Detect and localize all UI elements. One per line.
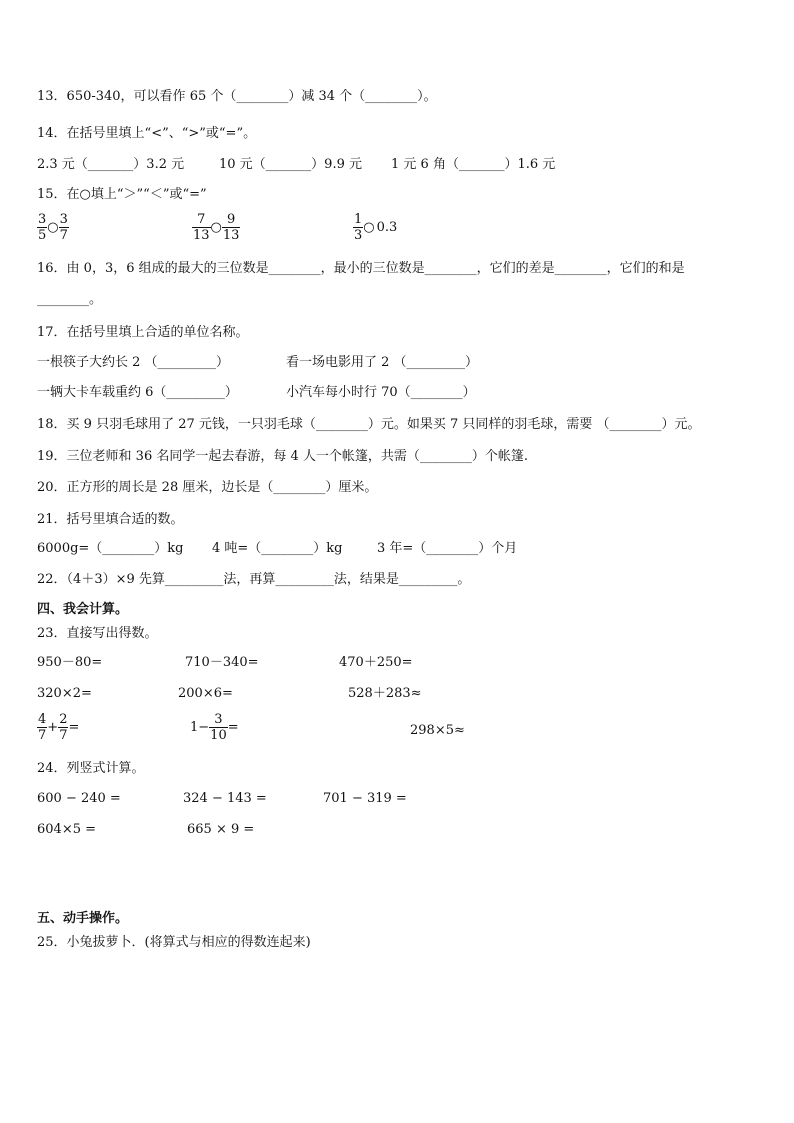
question-16-line-2: ________。: [37, 292, 103, 307]
calc-item-fraction-diff: [190, 712, 239, 743]
calc-item: 200×6=: [178, 686, 233, 701]
question-18: 18．买 9 只羽毛球用了 27 元钱，一只羽毛球（________）元。如果买 7 只同样的羽毛球，需要 （________）元。: [37, 417, 701, 432]
question-24-title: 24．列竖式计算。: [37, 761, 145, 776]
question-16-line-1: 16．由 0，3，6 组成的最大的三位数是________，最小的三位数是________，它们的差是________，它们的和是: [37, 261, 685, 276]
question-17-item-2: 看一场电影用了 2 （_________）: [286, 355, 479, 370]
question-17-title: 17．在括号里填上合适的单位名称。: [37, 325, 249, 340]
calc-item: 470＋250=: [339, 655, 413, 670]
calc-item: 710－340=: [185, 655, 259, 670]
question-17-item-1: 一根筷子大约长 2 （_________）: [37, 355, 230, 370]
question-14-title: 14．在括号里填上“<”、“>”或“=”。: [37, 126, 257, 141]
question-17-item-4: 小汽车每小时行 70（________）: [286, 385, 476, 400]
vertical-calc-item: 701 − 319 =: [323, 791, 407, 806]
plus-sign: +: [47, 720, 59, 735]
question-15-item-3: [353, 212, 397, 243]
question-14-item-1: 2.3 元（_______）3.2 元: [37, 157, 185, 172]
question-13: 13．650-340，可以看作 65 个（________）减 34 个（________）。: [37, 89, 437, 104]
minuend: 1−: [190, 720, 210, 735]
equals-sign: =: [227, 720, 239, 735]
fraction: $\frac{1}{3}$: [354, 212, 363, 243]
fraction: $\frac{7}{13}$: [193, 212, 210, 243]
question-15-title: 15．在○填上“＞”“＜”或“=”: [37, 187, 207, 202]
vertical-calc-item: 600 − 240 =: [37, 791, 121, 806]
compare-circle: ○: [210, 220, 222, 235]
fraction: $\frac{3}{10}$: [210, 712, 227, 743]
compare-circle: ○: [47, 220, 59, 235]
question-19: 19．三位老师和 36 名同学一起去春游，每 4 人一个帐篷，共需（________）个帐篷.: [37, 449, 529, 464]
vertical-calc-item: 604×5 =: [37, 822, 97, 837]
section-4-heading: 四、我会计算。: [37, 602, 129, 617]
question-23-title: 23．直接写出得数。: [37, 626, 158, 641]
calc-item: 320×2=: [37, 686, 92, 701]
fraction: $\frac{3}{5}$: [38, 212, 47, 243]
question-21-title: 21．括号里填合适的数。: [37, 512, 184, 527]
fraction: $\frac{4}{7}$: [38, 712, 47, 743]
section-5-heading: 五、动手操作。: [37, 911, 129, 926]
vertical-calc-item: 665 × 9 =: [187, 822, 255, 837]
calc-item: 528＋283≈: [348, 686, 422, 701]
calc-item-fraction-sum: [37, 712, 79, 743]
fraction: $\frac{3}{7}$: [59, 212, 68, 243]
question-20: 20．正方形的周长是 28 厘米，边长是（________）厘米。: [37, 480, 378, 495]
question-25: 25．小兔拔萝卜．(将算式与相应的得数连起来): [37, 935, 311, 950]
question-14-item-3: 1 元 6 角（_______）1.6 元: [391, 157, 556, 172]
calc-item: 298×5≈: [410, 723, 465, 738]
fraction: $\frac{9}{13}$: [222, 212, 240, 243]
fraction: $\frac{2}{7}$: [59, 712, 68, 743]
compare-circle: ○: [363, 220, 375, 235]
vertical-calc-item: 324 − 143 =: [183, 791, 267, 806]
question-22: 22．（4＋3）×9 先算_________法，再算_________法，结果是_________。: [37, 572, 471, 587]
decimal-value: 0.3: [376, 220, 398, 235]
question-21-item-3: 3 年=（________）个月: [377, 541, 518, 556]
question-14-item-2: 10 元（_______）9.9 元: [219, 157, 362, 172]
question-21-item-1: 6000g=（________）kg: [37, 541, 184, 556]
equals-sign: =: [68, 720, 80, 735]
calc-item: 950－80=: [37, 655, 103, 670]
question-17-item-3: 一辆大卡车载重约 6（_________）: [37, 385, 238, 400]
question-21-item-2: 4 吨=（________）kg: [212, 541, 343, 556]
question-15-item-2: [192, 212, 240, 243]
question-15-item-1: [37, 212, 69, 243]
